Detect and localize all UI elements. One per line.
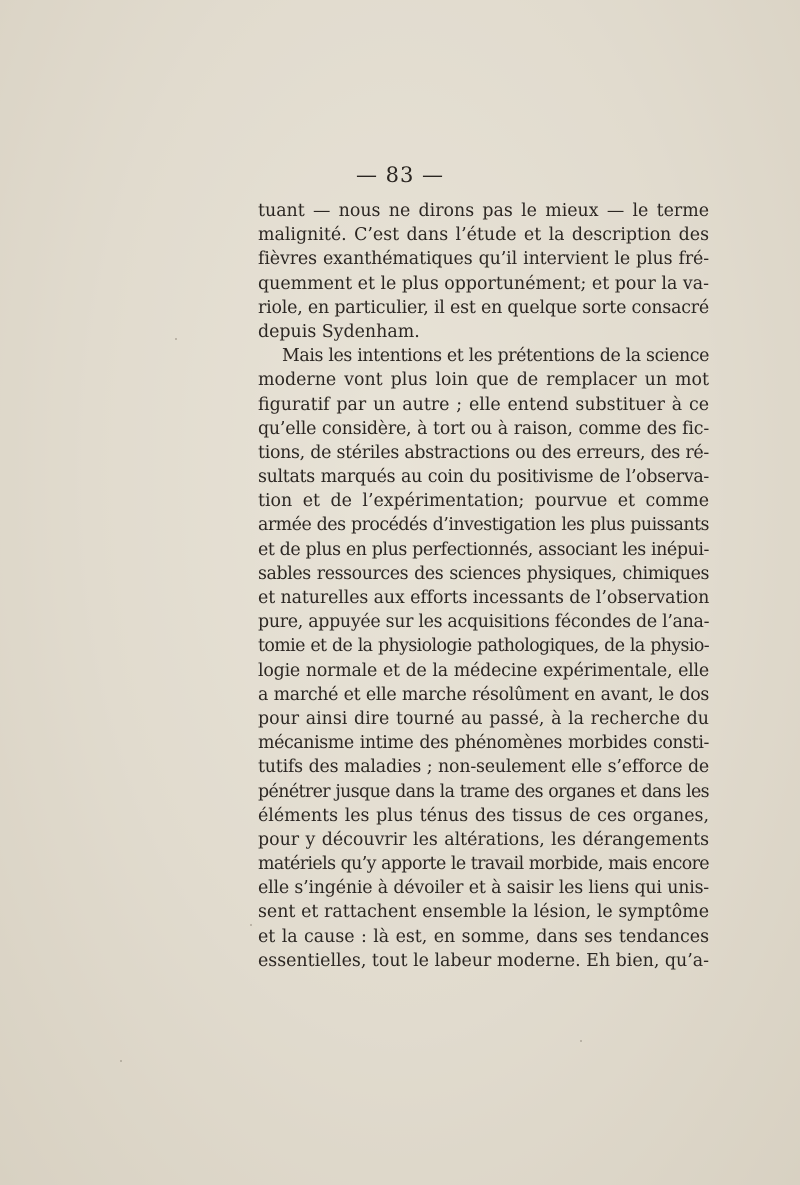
text-line: malignité. C’est dans l’étude et la description des	[258, 225, 709, 246]
text-line: tions, de stériles abstractions ou des erreurs, des ré-	[258, 442, 709, 463]
text-line: a marché et elle marche résolûment en avant, le dos	[258, 684, 709, 705]
text-line: et la cause : là est, en somme, dans ses tendances	[258, 926, 709, 947]
text-line: sent et rattachent ensemble la lésion, le symptôme	[258, 902, 709, 923]
text-line: tomie et de la physiologie pathologiques, de la physio-	[258, 636, 709, 657]
text-line: tutifs des maladies ; non-seulement elle s’efforce de	[258, 757, 709, 778]
text-line: éléments les plus ténus des tissus de ces organes,	[258, 805, 709, 826]
text-line: essentielles, tout le labeur moderne. Eh bien, qu’a-	[258, 950, 709, 971]
text-line: depuis Sydenham.	[258, 321, 420, 342]
text-line: pénétrer jusque dans la trame des organes et dans les	[258, 781, 709, 802]
paper-speck	[175, 338, 177, 340]
paper-speck	[250, 924, 252, 926]
text-line: pour y découvrir les altérations, les dérangements	[258, 829, 709, 850]
text-line: matériels qu’y apporte le travail morbide, mais encore	[258, 854, 709, 875]
text-line: sultats marqués au coin du positivisme de l’observa-	[258, 467, 709, 488]
text-line: tion et de l’expérimentation; pourvue et comme	[258, 491, 709, 512]
paper-speck	[580, 1040, 582, 1042]
text-line: moderne vont plus loin que de remplacer un mot	[258, 370, 709, 391]
text-line: fièvres exanthématiques qu’il intervient le plus fré-	[258, 249, 709, 270]
text-line: tuant — nous ne dirons pas le mieux — le terme	[258, 201, 709, 221]
body-text	[258, 199, 709, 973]
text-line: elle s’ingénie à dévoiler et à saisir les liens qui unis-	[258, 878, 709, 899]
text-line: et naturelles aux efforts incessants de l’observation	[258, 588, 710, 608]
text-line: et de plus en plus perfectionnés, associant les inépui-	[258, 539, 709, 560]
text-line: figuratif par un autre ; elle entend substituer à ce	[258, 394, 709, 415]
text-line: pure, appuyée sur les acquisitions fécondes de l’ana-	[258, 612, 710, 633]
text-line: quemment et le plus opportunément; et pour la va-	[258, 273, 709, 294]
text-line: mécanisme intime des phénomènes morbides consti-	[258, 733, 709, 754]
text-line: riole, en particulier, il est en quelque sorte consacré	[258, 297, 709, 318]
page-number: — 83 —	[355, 163, 445, 187]
text-line: logie normale et de la médecine expérimentale, elle	[258, 660, 709, 681]
text-line: qu’elle considère, à tort ou à raison, comme des fic-	[258, 418, 709, 439]
paper-speck	[120, 1060, 122, 1062]
text-line: Mais les intentions et les prétentions de la science	[282, 346, 709, 367]
text-line: armée des procédés d’investigation les plus puissants	[258, 515, 709, 536]
text-line: pour ainsi dire tourné au passé, à la recherche du	[258, 708, 709, 729]
text-line: sables ressources des sciences physiques, chimiques	[258, 563, 709, 584]
